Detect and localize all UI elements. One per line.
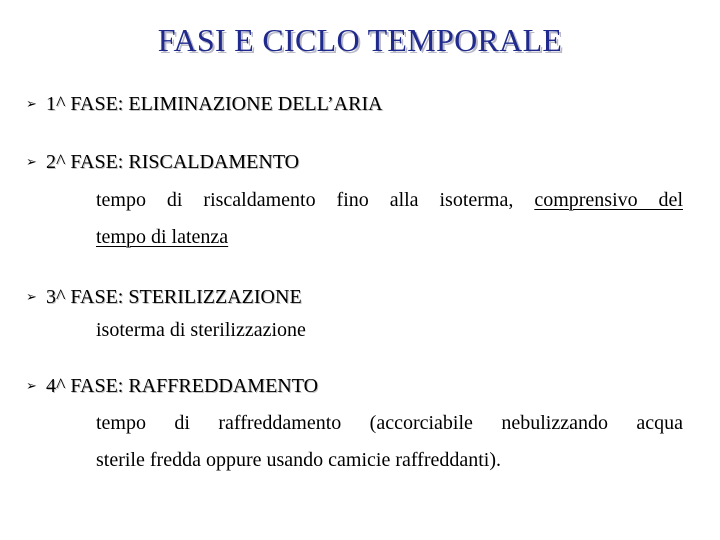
arrow-bullet-icon: ➢ (26, 290, 37, 305)
arrow-bullet-icon: ➢ (26, 155, 37, 170)
arrow-bullet-icon: ➢ (26, 379, 37, 394)
slide-title: FASI E CICLO TEMPORALE (157, 22, 563, 58)
phase-2-item (26, 150, 299, 175)
phase-2-underlined-text: comprensivo del (534, 189, 683, 211)
phase-1-heading: 1^ FASE: ELIMINAZIONE DELL’ARIA (46, 93, 383, 115)
phase-2-description-line-1 (96, 188, 683, 212)
phase-2-description-line-2 (96, 225, 228, 249)
phase-2-heading: 2^ FASE: RISCALDAMENTO (46, 151, 300, 173)
arrow-bullet-icon: ➢ (26, 97, 37, 112)
phase-3-description: isoterma di sterilizzazione (96, 319, 306, 341)
phase-3-heading: 3^ FASE: STERILIZZAZIONE (46, 286, 302, 308)
phase-1-item (26, 92, 383, 117)
phase-4-item (26, 374, 318, 399)
phase-4-description-line-1: tempo di raffreddamento (accorciabile nebulizzando acqua (96, 412, 683, 434)
phase-3-item (26, 285, 302, 310)
phase-2-underlined-latency: tempo di latenza (96, 226, 229, 248)
phase-2-description-text: tempo di riscaldamento fino alla isoterma, (96, 189, 514, 211)
phase-4-heading: 4^ FASE: RAFFREDDAMENTO (46, 375, 319, 397)
phase-4-description-line-2: sterile fredda oppure usando camicie raffreddanti). (96, 449, 501, 471)
